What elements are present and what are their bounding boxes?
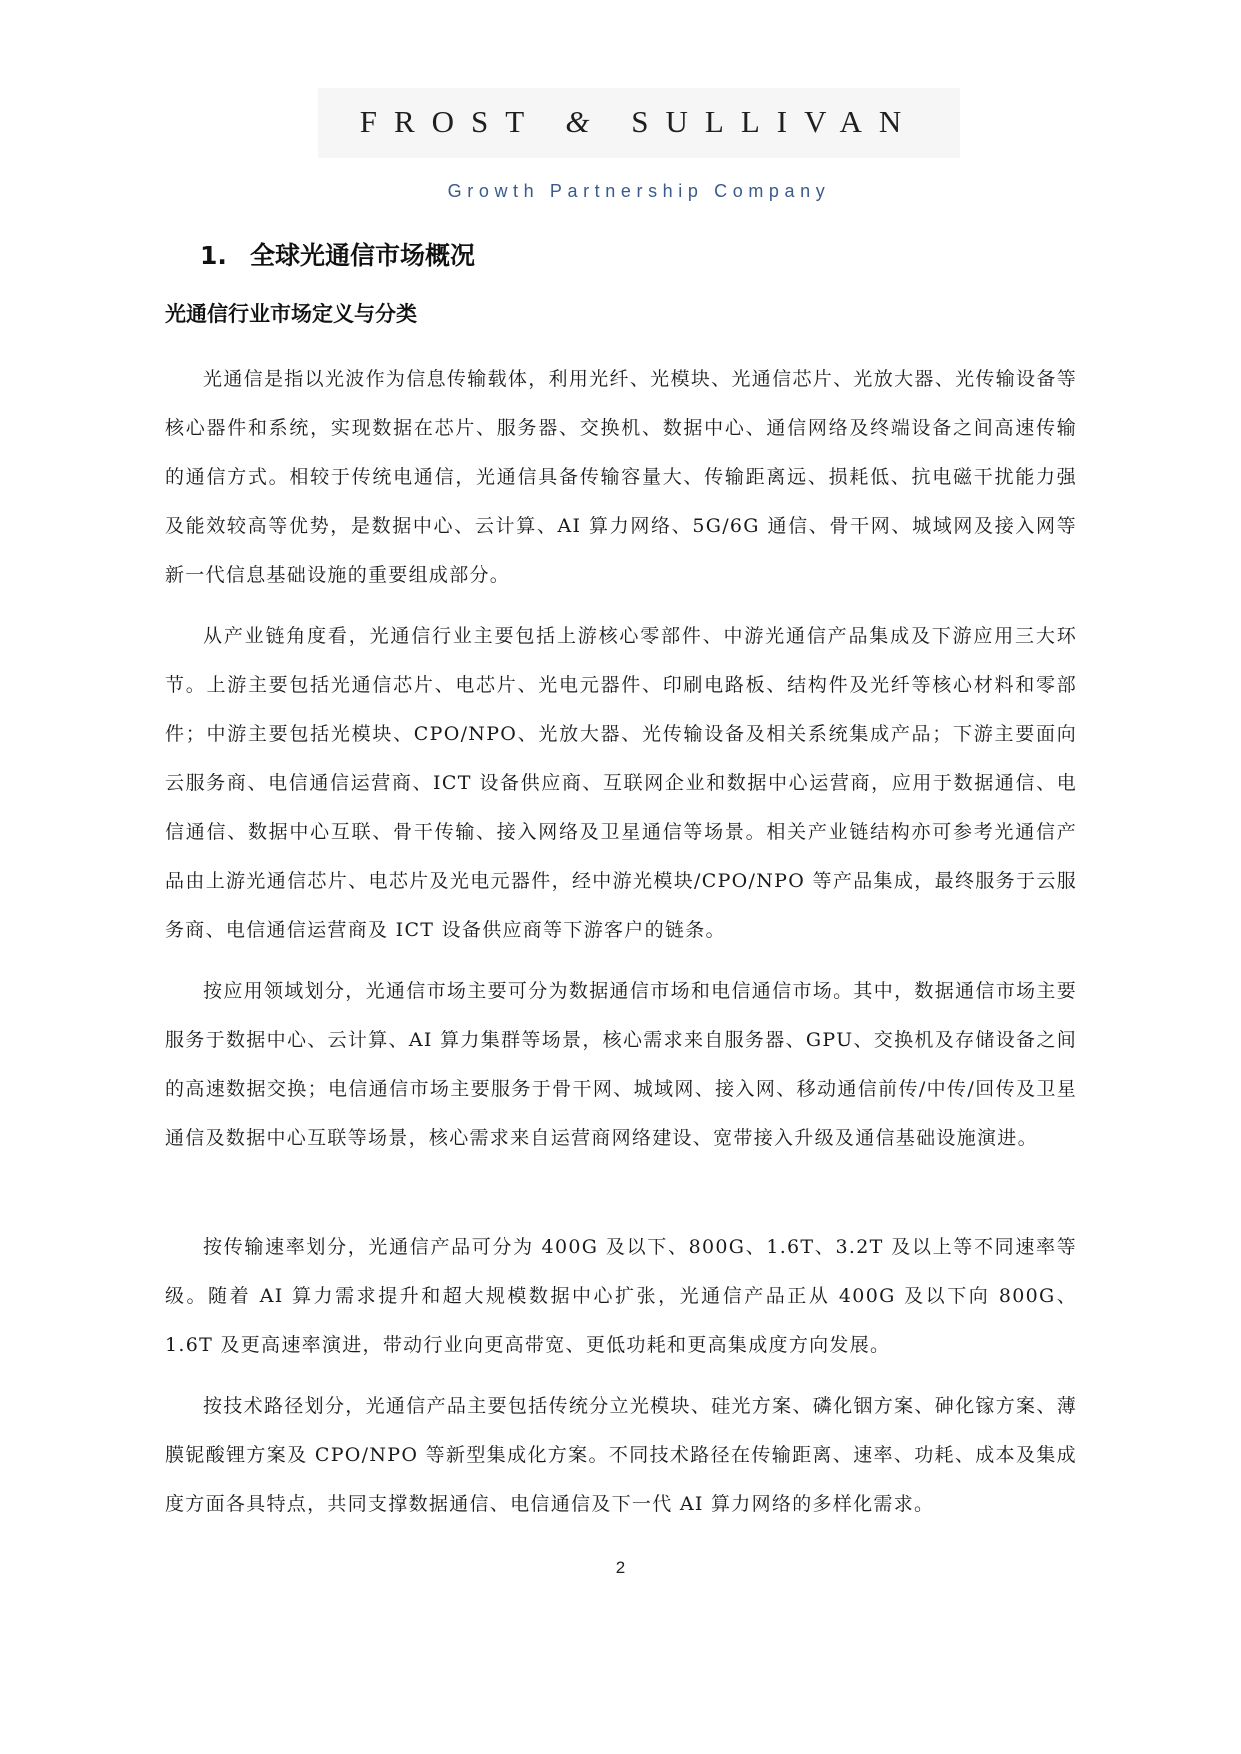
- section-number: 1.: [200, 241, 227, 270]
- paragraph-speed: 按传输速率划分，光通信产品可分为 400G 及以下、800G、1.6T、3.2T 及以上等不同速率等级。随着 AI 算力需求提升和超大规模数据中心扩张，光通信产品正从 400G 及以下向 800G、1.6T 及更高速率演进，带动行业向更高带宽、更低功耗和更高集成度方向发展。: [165, 1236, 1077, 1356]
- paragraph-definition: 光通信是指以光波作为信息传输载体，利用光纤、光模块、光通信芯片、光放大器、光传输设备等核心器件和系统，实现数据在芯片、服务器、交换机、数据中心、通信网络及终端设备之间高速传输的通信方式。相较于传统电通信，光通信具备传输容量大、传输距离远、损耗低、抗电磁干扰能力强及能效较高等优势，是数据中心、云计算、AI 算力网络、5G/6G 通信、骨干网、城域网及接入网等新一代信息基础设施的重要组成部分。: [165, 368, 1077, 586]
- section-title: 全球光通信市场概况: [250, 241, 476, 270]
- logo-word-sullivan: SULLIVAN: [631, 104, 919, 139]
- logo-word-frost: FROST: [359, 104, 541, 139]
- page-number: 2: [615, 1558, 626, 1577]
- company-logo: [318, 104, 960, 140]
- company-tagline: Growth Partnership Company: [447, 181, 831, 201]
- paragraph-technology: 按技术路径划分，光通信产品主要包括传统分立光模块、硅光方案、磷化铟方案、砷化镓方案、薄膜铌酸锂方案及 CPO/NPO 等新型集成化方案。不同技术路径在传输距离、速率、功耗、成本及集成度方面各具特点，共同支撑数据通信、电信通信及下一代 AI 算力网络的多样化需求。: [165, 1395, 1077, 1515]
- logo-ampersand: &: [565, 104, 607, 139]
- paragraph-application: 按应用领域划分，光通信市场主要可分为数据通信市场和电信通信市场。其中，数据通信市场主要服务于数据中心、云计算、AI 算力集群等场景，核心需求来自服务器、GPU、交换机及存储设备之间的高速数据交换；电信通信市场主要服务于骨干网、城域网、接入网、移动通信前传/中传/回传及卫星通信及数据中心互联等场景，核心需求来自运营商网络建设、宽带接入升级及通信基础设施演进。: [165, 980, 1077, 1149]
- paragraph-industry-chain: 从产业链角度看，光通信行业主要包括上游核心零部件、中游光通信产品集成及下游应用三大环节。上游主要包括光通信芯片、电芯片、光电元器件、印刷电路板、结构件及光纤等核心材料和零部件；中游主要包括光模块、CPO/NPO、光放大器、光传输设备及相关系统集成产品；下游主要面向云服务商、电信通信运营商、ICT 设备供应商、互联网企业和数据中心运营商，应用于数据通信、电信通信、数据中心互联、骨干传输、接入网络及卫星通信等场景。相关产业链结构亦可参考光通信产品由上游光通信芯片、电芯片及光电元器件，经中游光模块/CPO/NPO 等产品集成，最终服务于云服务商、电信通信运营商及 ICT 设备供应商等下游客户的链条。: [165, 625, 1077, 941]
- section-heading: [200, 236, 475, 272]
- subsection-heading: 光通信行业市场定义与分类: [165, 302, 417, 326]
